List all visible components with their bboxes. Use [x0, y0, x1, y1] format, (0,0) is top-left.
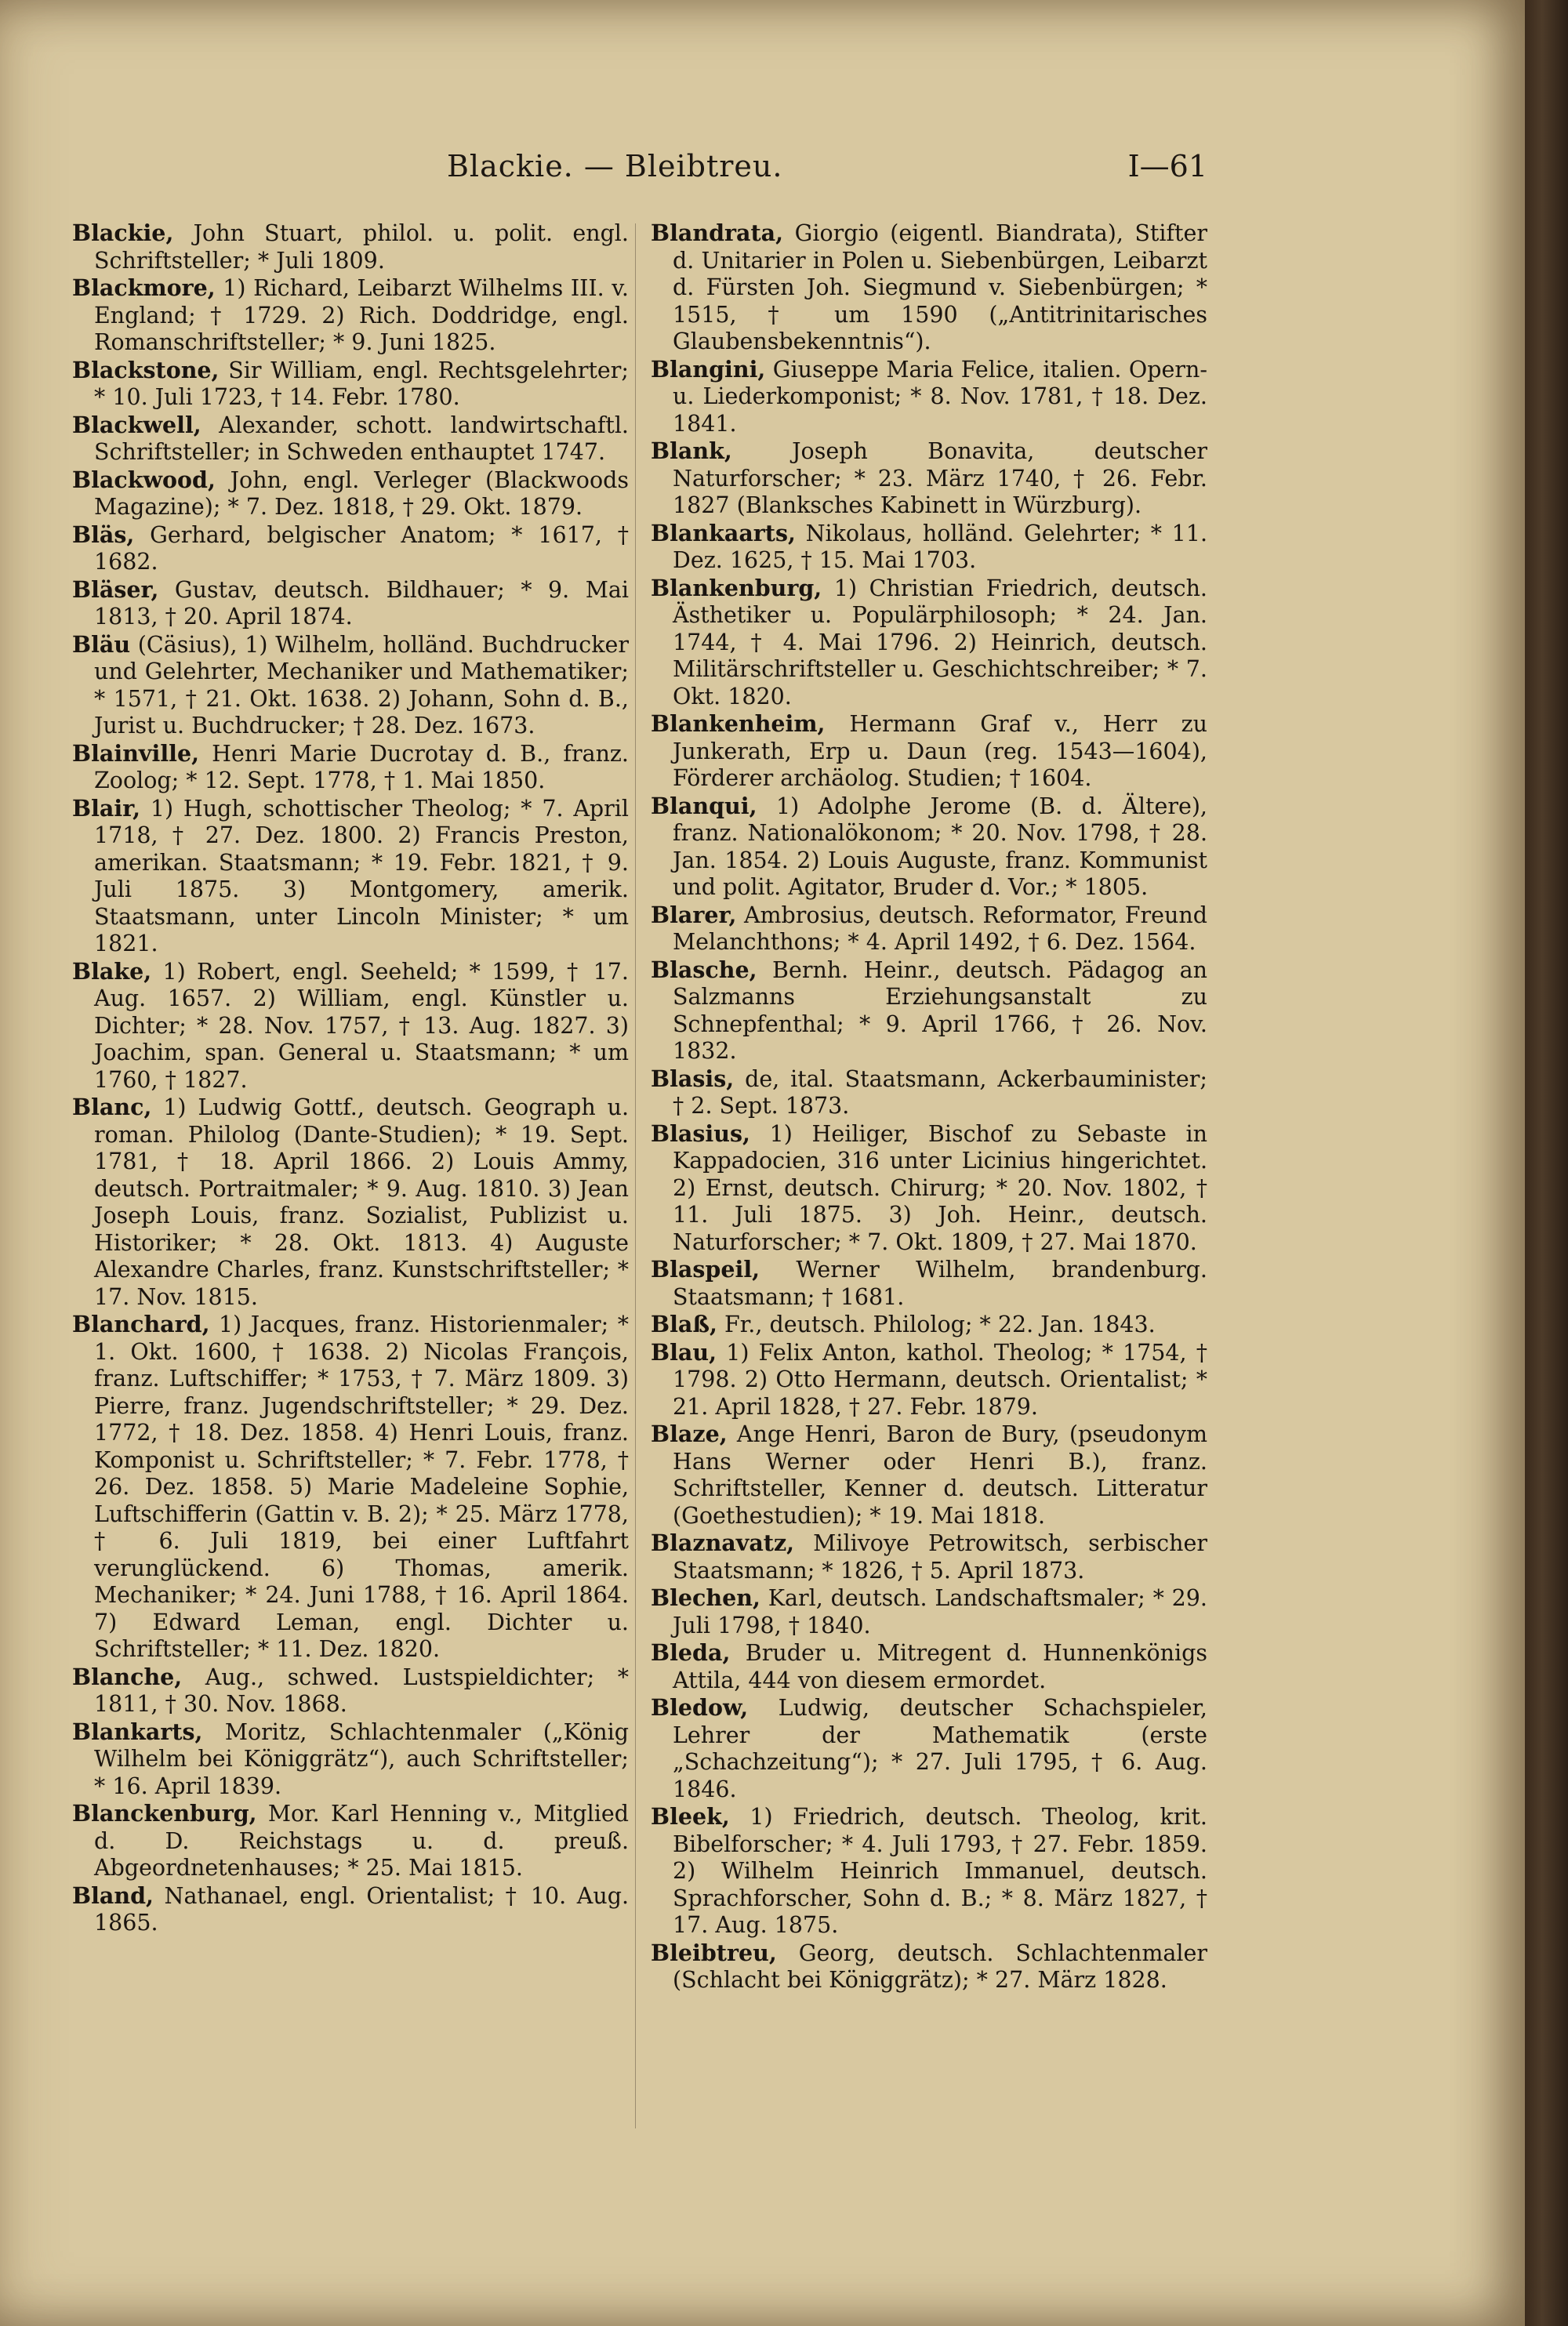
dictionary-entry — [651, 1584, 1207, 1639]
book-edge — [1525, 0, 1568, 2326]
entry-text: Giorgio (eigentl. Biandrata), Stifter d. Unitarier in Polen u. Siebenbürgen, Leibarzt d. Fürsten Joh. Siegmund v. Siebenbürgen; * 1515, † um 1590 („Antitrinitarisches Glaubensbekenntnis“). — [673, 220, 1207, 354]
dictionary-entry — [651, 1803, 1207, 1940]
entry-text: Sir William, engl. Rechtsgelehrter; * 10. Juli 1723, † 14. Febr. 1780. — [94, 357, 629, 410]
dictionary-entry — [72, 1882, 629, 1937]
entry-text: 1) Robert, engl. Seeheld; * 1599, † 17. Aug. 1657. 2) William, engl. Künstler u. Dichter; * 28. Nov. 1757, † 13. Aug. 1827. 3) Joachim, span. General u. Staatsmann; * um 1760, † 1827. — [94, 958, 629, 1093]
entry-headword: Blanckenburg, — [72, 1800, 257, 1827]
entry-headword: Bläs, — [72, 521, 135, 548]
dictionary-entry — [651, 220, 1207, 356]
entry-headword: Blandrata, — [651, 220, 784, 246]
entry-text: 1) Richard, Leibarzt Wilhelms III. v. England; † 1729. 2) Rich. Doddridge, engl. Romanschriftsteller; * 9. Juni 1825. — [94, 275, 629, 355]
entry-headword: Blankaarts, — [651, 519, 796, 546]
dictionary-entry — [72, 1800, 629, 1882]
running-title: Blackie. — Bleibtreu. — [447, 149, 783, 183]
entry-text: Nikolaus, holländ. Gelehrter; * 11. Dez. 1625, † 15. Mai 1703. — [673, 520, 1207, 573]
dictionary-entry — [651, 575, 1207, 711]
entry-headword: Blaß, — [651, 1311, 717, 1337]
dictionary-entry — [651, 1639, 1207, 1694]
entry-text: Bernh. Heinr., deutsch. Pädagog an Salzmanns Erziehungsanstalt zu Schnepfenthal; * 9. April 1766, † 26. Nov. 1832. — [673, 956, 1207, 1064]
entry-headword: Blasis, — [651, 1065, 735, 1092]
dictionary-entry — [72, 466, 629, 521]
entry-text: Moritz, Schlachtenmaler („König Wilhelm bei Königgrätz“), auch Schriftsteller; * 16. April 1839. — [94, 1718, 629, 1799]
column-divider — [635, 223, 636, 2128]
entry-text: Giuseppe Maria Felice, italien. Opern- u. Liederkomponist; * 8. Nov. 1781, † 18. Dez. 1841. — [673, 356, 1207, 437]
entry-text: Gerhard, belgischer Anatom; * 1617, † 1682. — [94, 521, 629, 575]
dictionary-entry — [651, 356, 1207, 438]
entry-headword: Blarer, — [651, 901, 737, 928]
entry-text: Henri Marie Ducrotay d. B., franz. Zoolog; * 12. Sept. 1778, † 1. Mai 1850. — [94, 740, 629, 793]
dictionary-entry — [72, 1718, 629, 1801]
dictionary-entry — [72, 412, 629, 466]
entry-headword: Blank, — [651, 437, 732, 464]
entry-text: Aug., schwed. Lustspieldichter; * 1811, † 30. Nov. 1868. — [94, 1664, 629, 1717]
entry-headword: Blackmore, — [72, 274, 216, 301]
right-column — [651, 220, 1207, 1994]
entry-text: 1) Ludwig Gottf., deutsch. Geograph u. roman. Philolog (Dante-Studien); * 19. Sept. 1781, † 18. April 1866. 2) Louis Ammy, deutsch. Portraitmaler; * 9. Aug. 1810. 3) Jean Joseph Louis, franz. Sozialist, Publizist u. Historiker; * 28. Okt. 1813. 4) Auguste Alexandre Charles, franz. Kunstschriftsteller; * 17. Nov. 1815. — [94, 1094, 629, 1310]
dictionary-entry — [651, 1421, 1207, 1529]
entry-headword: Blau, — [651, 1338, 717, 1366]
entry-headword: Bland, — [72, 1881, 154, 1909]
entry-headword: Bläser, — [72, 575, 159, 603]
entry-text: Alexander, schott. landwirtschaftl. Schriftsteller; in Schweden enthauptet 1747. — [94, 412, 629, 465]
entry-text: Gustav, deutsch. Bildhauer; * 9. Mai 1813, † 20. April 1874. — [94, 576, 629, 630]
entry-headword: Blanc, — [72, 1094, 152, 1120]
page-number: I—61 — [1127, 149, 1207, 183]
entry-headword: Blasius, — [651, 1119, 750, 1147]
entry-headword: Blackwood, — [72, 466, 216, 493]
dictionary-entry — [651, 902, 1207, 956]
entry-headword: Blackwell, — [72, 411, 201, 438]
entry-text: Fr., deutsch. Philolog; * 22. Jan. 1843. — [717, 1312, 1156, 1337]
dictionary-entry — [651, 1120, 1207, 1257]
entry-text: Ludwig, deutscher Schachspieler, Lehrer der Mathematik (erste „Schachzeitung“); * 27. Juli 1795, † 6. Aug. 1846. — [673, 1695, 1207, 1802]
entry-text: 1) Hugh, schottischer Theolog; * 7. April 1718, † 27. Dez. 1800. 2) Francis Preston, amerikan. Staatsmann; * 19. Febr. 1821, † 9. Juli 1875. 3) Montgomery, amerik. Staatsmann, unter Lincoln Minister; * um 1821. — [94, 795, 629, 956]
entry-headword: Blechen, — [651, 1584, 760, 1611]
entry-headword: Blankarts, — [72, 1718, 203, 1745]
entry-text: 1) Friedrich, deutsch. Theolog, krit. Bibelforscher; * 4. Juli 1793, † 27. Febr. 1859. 2) Wilhelm Heinrich Immanuel, deutsch. Sprachforscher, Sohn d. B.; * 8. März 1827, † 17. Aug. 1875. — [673, 1804, 1207, 1938]
dictionary-entry — [651, 1940, 1207, 1994]
dictionary-entry — [651, 1339, 1207, 1421]
entry-headword: Blackie, — [72, 220, 174, 246]
entry-text: 1) Adolphe Jerome (B. d. Ältere), franz. Nationalökonom; * 20. Nov. 1798, † 28. Jan. 1854. 2) Louis Auguste, franz. Kommunist und polit. Agitator, Bruder d. Vor.; * 1805. — [673, 793, 1207, 900]
dictionary-entry — [651, 1529, 1207, 1584]
dictionary-entry — [72, 357, 629, 412]
dictionary-entry — [72, 1311, 629, 1664]
dictionary-entry — [72, 795, 629, 958]
dictionary-entry — [72, 1094, 629, 1311]
entry-text: Ambrosius, deutsch. Reformator, Freund Melanchthons; * 4. April 1492, † 6. Dez. 1564. — [673, 902, 1207, 955]
entry-headword: Blainville, — [72, 739, 200, 767]
entry-headword: Bledow, — [651, 1694, 749, 1721]
entry-headword: Blackstone, — [72, 356, 220, 383]
entry-headword: Blaze, — [651, 1421, 728, 1447]
entry-text: Werner Wilhelm, brandenburg. Staatsmann; † 1681. — [673, 1257, 1207, 1310]
entry-headword: Blankenheim, — [651, 710, 826, 737]
entry-headword: Blair, — [72, 794, 141, 822]
dictionary-entry — [651, 520, 1207, 575]
entry-headword: Blasche, — [651, 956, 757, 983]
dictionary-entry — [72, 958, 629, 1094]
entry-headword: Bläu — [72, 630, 131, 658]
entry-headword: Bleibtreu, — [651, 1939, 777, 1966]
entry-headword: Blaznavatz, — [651, 1529, 795, 1556]
dictionary-entry — [72, 1664, 629, 1718]
entry-text: Karl, deutsch. Landschaftsmaler; * 29. Juli 1798, † 1840. — [673, 1585, 1207, 1638]
entry-text: John, engl. Verleger (Blackwoods Magazine); * 7. Dez. 1818, † 29. Okt. 1879. — [94, 466, 629, 520]
entry-text: de, ital. Staatsmann, Ackerbauminister; † 2. Sept. 1873. — [673, 1065, 1207, 1119]
entry-headword: Blanche, — [72, 1663, 183, 1690]
entry-text: Bruder u. Mitregent d. Hunnenkönigs Attila, 444 von diesem ermordet. — [673, 1640, 1207, 1693]
dictionary-entry — [651, 1311, 1207, 1339]
left-column — [72, 220, 629, 1937]
entry-text: Ange Henri, Baron de Bury, (pseudonym Hans Werner oder Henri B.), franz. Schriftsteller, Kenner d. deutsch. Litteratur (Goethestudien); * 19. Mai 1818. — [673, 1421, 1207, 1529]
running-header — [71, 149, 1207, 204]
entry-text: Georg, deutsch. Schlachtenmaler (Schlacht bei Königgrätz); * 27. März 1828. — [673, 1940, 1207, 1993]
entry-headword: Bleek, — [651, 1803, 730, 1830]
entry-text: Joseph Bonavita, deutscher Naturforscher; * 23. März 1740, † 26. Febr. 1827 (Blanksches Kabinett in Würzburg). — [673, 438, 1207, 518]
entry-text: (Cäsius), 1) Wilhelm, holländ. Buchdrucker und Gelehrter, Mechaniker und Mathematiker; * 1571, † 21. Okt. 1638. 2) Johann, Sohn d. B., Jurist u. Buchdrucker; † 28. Dez. 1673. — [94, 631, 629, 738]
entry-headword: Blaspeil, — [651, 1256, 760, 1283]
entry-text: 1) Felix Anton, kathol. Theolog; * 1754, † 1798. 2) Otto Hermann, deutsch. Orientalist; * 21. April 1828, † 27. Febr. 1879. — [673, 1339, 1207, 1420]
entry-text: John Stuart, philol. u. polit. engl. Schriftsteller; * Juli 1809. — [94, 220, 629, 274]
entry-headword: Blake, — [72, 957, 152, 985]
dictionary-entry — [651, 1256, 1207, 1311]
dictionary-entry — [651, 1065, 1207, 1120]
entry-headword: Blanchard, — [72, 1311, 210, 1337]
dictionary-entry — [72, 220, 629, 274]
dictionary-entry — [72, 521, 629, 576]
dictionary-entry — [651, 710, 1207, 793]
entry-text: 1) Heiliger, Bischof zu Sebaste in Kappadocien, 316 unter Licinius hingerichtet. 2) Ernst, deutsch. Chirurg; * 20. Nov. 1802, † 11. Juli 1875. 3) Joh. Heinr., deutsch. Naturforscher; * 7. Okt. 1809, † 27. Mai 1870. — [673, 1120, 1207, 1255]
entry-headword: Blanqui, — [651, 792, 757, 819]
entry-headword: Blangini, — [651, 355, 766, 383]
dictionary-entry — [651, 793, 1207, 902]
entry-text: Nathanael, engl. Orientalist; † 10. Aug. 1865. — [94, 1882, 629, 1936]
dictionary-entry — [72, 576, 629, 631]
entry-text: Mor. Karl Henning v., Mitglied d. D. Reichstags u. d. preuß. Abgeordnetenhauses; * 25. Mai 1815. — [94, 1801, 629, 1881]
entry-text: 1) Jacques, franz. Historienmaler; * 1. Okt. 1600, † 1638. 2) Nicolas François, franz. Luftschiffer; * 1753, † 7. März 1809. 3) Pierre, franz. Jugendschriftsteller; * 29. Dez. 1772, † 18. Dez. 1858. 4) Henri Louis, franz. Komponist u. Schriftsteller; * 7. Febr. 1778, † 26. Dez. 1858. 5) Marie Madeleine Sophie, Luftschifferin (Gattin v. B. 2); * 25. März 1778, † 6. Juli 1819, bei einer Luftfahrt verunglückend. 6) Thomas, amerik. Mechaniker; * 24. Juni 1788, † 16. April 1864. 7) Edward Leman, engl. Dichter u. Schriftsteller; * 11. Dez. 1820. — [94, 1312, 629, 1662]
dictionary-entry — [651, 956, 1207, 1065]
dictionary-entry — [72, 274, 629, 357]
dictionary-entry — [72, 631, 629, 740]
entry-text: Hermann Graf v., Herr zu Junkerath, Erp u. Daun (reg. 1543—1604), Förderer archäolog. Studien; † 1604. — [673, 711, 1207, 791]
dictionary-entry — [651, 437, 1207, 520]
entry-text: Milivoye Petrowitsch, serbischer Staatsmann; * 1826, † 5. April 1873. — [673, 1530, 1207, 1584]
dictionary-entry — [651, 1694, 1207, 1803]
entry-text: 1) Christian Friedrich, deutsch. Ästhetiker u. Populärphilosoph; * 24. Jan. 1744, † 4. Mai 1796. 2) Heinrich, deutsch. Militärschriftsteller u. Geschichtschreiber; * 7. Okt. 1820. — [673, 575, 1207, 709]
entry-headword: Blankenburg, — [651, 574, 822, 601]
entry-headword: Bleda, — [651, 1639, 731, 1666]
dictionary-entry — [72, 740, 629, 795]
